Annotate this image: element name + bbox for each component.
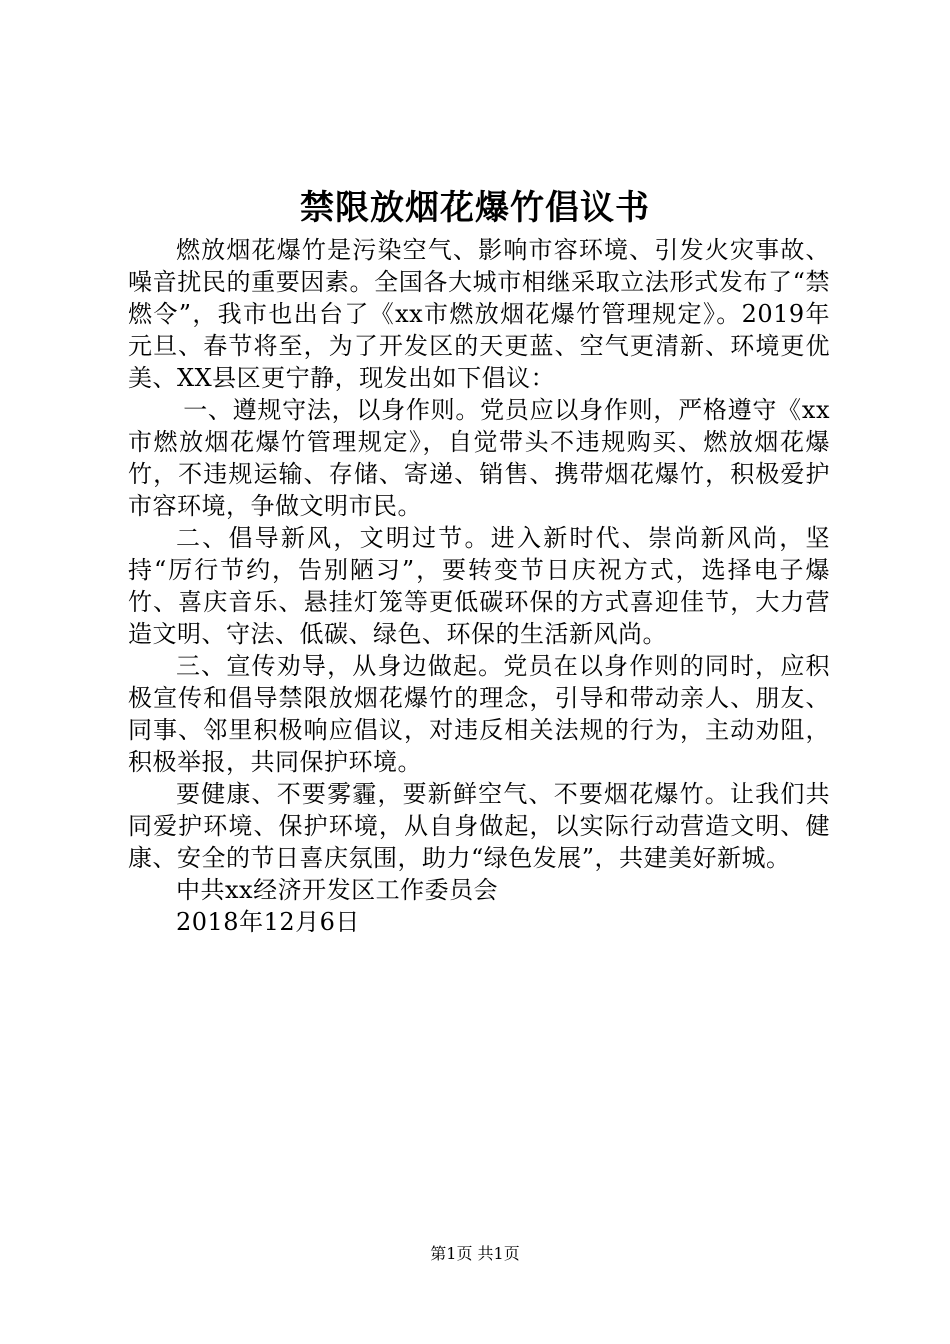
closing-paragraph: 要健康、不要雾霾，要新鲜空气、不要烟花爆竹。让我们共同爱护环境、保护环境，从自身做起，以实际行动营造文明、健康、安全的节日喜庆氛围，助力“绿色发展”，共建美好新城。 [128,780,830,872]
proposal-item-2: 二、倡导新风，文明过节。进入新时代、崇尚新风尚，坚持“厉行节约，告别陋习”，要转变节日庆祝方式，选择电子爆竹、喜庆音乐、悬挂灯笼等更低碳环保的方式喜迎佳节，大力营造文明、守法、低碳、绿色、环保的生活新风尚。 [128,524,830,648]
proposal-item-3: 三、宣传劝导，从身边做起。党员在以身作则的同时，应积极宣传和倡导禁限放烟花爆竹的理念，引导和带动亲人、朋友、同事、邻里积极响应倡议，对违反相关法规的行为，主动劝阻，积极举报，共同保护环境。 [128,652,830,776]
document-title: 禁限放烟花爆竹倡议书 [300,188,650,228]
signature-organization: 中共xx经济开发区工作委员会 [176,876,499,904]
signature-date: 2018年12月6日 [176,908,360,936]
page-footer: 第1页 共1页 [430,1244,520,1263]
document-body [128,234,830,938]
intro-paragraph: 燃放烟花爆竹是污染空气、影响市容环境、引发火灾事故、噪音扰民的重要因素。全国各大城市相继采取立法形式发布了“禁燃令”，我市也出台了《xx市燃放烟花爆竹管理规定》。2019年元旦、春节将至，为了开发区的天更蓝、空气更清新、环境更优美、XX县区更宁静，现发出如下倡议： [128,236,830,392]
proposal-item-1: 一、遵规守法，以身作则。党员应以身作则，严格遵守《xx市燃放烟花爆竹管理规定》，自觉带头不违规购买、燃放烟花爆竹，不违规运输、存储、寄递、销售、携带烟花爆竹，积极爱护市容环境，争做文明市民。 [128,396,830,520]
